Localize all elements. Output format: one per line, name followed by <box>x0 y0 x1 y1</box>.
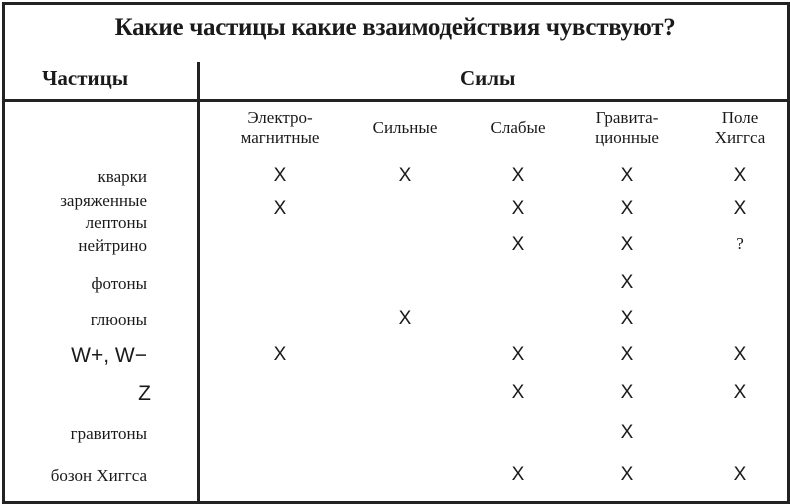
particle-label: глюоны <box>90 310 147 329</box>
x-mark: X <box>511 344 525 365</box>
x-mark: X <box>273 198 287 219</box>
x-mark: X <box>273 344 287 365</box>
x-mark: X <box>620 234 634 255</box>
column-header: Слабые <box>490 118 546 137</box>
particle-label: кварки <box>97 167 147 186</box>
particles-header: Частицы <box>42 66 129 90</box>
x-mark: X <box>620 344 634 365</box>
forces-header: Силы <box>460 66 516 90</box>
x-mark: X <box>398 308 412 329</box>
x-mark: X <box>511 234 525 255</box>
particle-label: заряженные лептоны <box>60 191 147 232</box>
x-mark: X <box>620 165 634 186</box>
x-mark: X <box>511 198 525 219</box>
x-mark: X <box>620 308 634 329</box>
unknown-mark: ? <box>736 234 744 253</box>
column-header: Гравита- ционные <box>595 108 659 147</box>
x-mark: X <box>620 464 634 485</box>
x-mark: X <box>733 382 747 403</box>
x-mark: X <box>620 422 634 443</box>
x-mark: X <box>511 382 525 403</box>
x-mark: X <box>620 198 634 219</box>
x-mark: X <box>620 382 634 403</box>
column-header: Поле Хиггса <box>714 108 766 147</box>
particle-label: гравитоны <box>70 424 147 443</box>
x-mark: X <box>733 198 747 219</box>
particle-label: Z <box>138 382 151 405</box>
header-divider <box>2 99 790 102</box>
particle-label: бозон Хиггса <box>50 466 147 485</box>
x-mark: X <box>620 272 634 293</box>
particle-label: нейтрино <box>78 236 147 255</box>
column-header: Электро- магнитные <box>240 108 320 147</box>
column-divider <box>197 62 200 502</box>
x-mark: X <box>733 344 747 365</box>
x-mark: X <box>398 165 412 186</box>
particle-label: фотоны <box>91 274 147 293</box>
x-mark: X <box>511 165 525 186</box>
table-title: Какие частицы какие взаимодействия чувствуют? <box>114 14 676 41</box>
column-header: Сильные <box>372 118 438 137</box>
x-mark: X <box>733 464 747 485</box>
x-mark: X <box>273 165 287 186</box>
x-mark: X <box>511 464 525 485</box>
particle-label: W+, W− <box>71 344 147 367</box>
x-mark: X <box>733 165 747 186</box>
